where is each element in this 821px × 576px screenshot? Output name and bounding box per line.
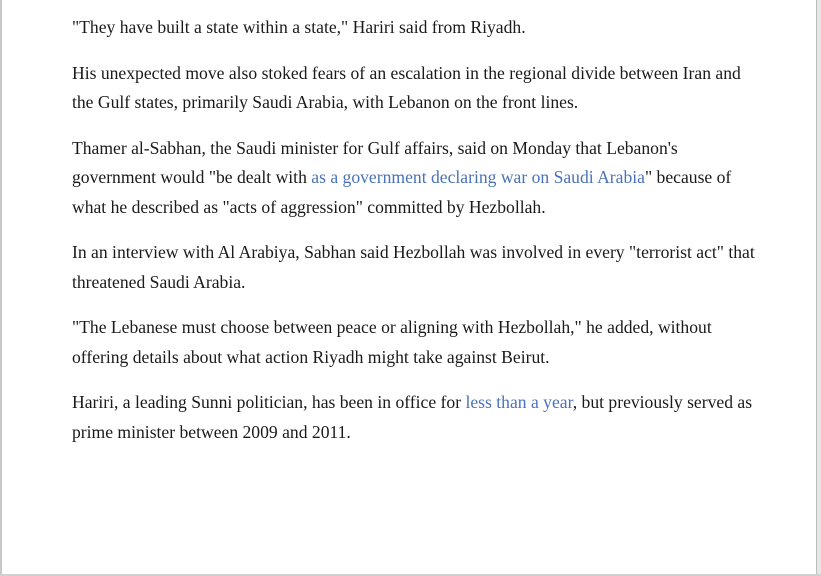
paragraph-text: His unexpected move also stoked fears of an escalation in the regional divide between Iran and the Gulf states, primarily Saudi Arabia, with Lebanon on the front lines.	[72, 62, 741, 112]
paragraph-text: " because of what he described as "acts of aggression" committed by Hezbollah.	[72, 167, 732, 217]
paragraph-escalation-fears	[72, 59, 762, 118]
paragraph-lebanese-choice	[72, 313, 762, 372]
paragraph-text: "They have built a state within a state," Hariri said from Riyadh.	[72, 17, 526, 37]
article-body	[72, 13, 762, 463]
link-less-than-a-year[interactable]: less than a year	[465, 392, 573, 412]
paragraph-hariri-quote	[72, 13, 762, 43]
paragraph-text: , but previously served as prime minister between 2009 and 2011.	[72, 392, 753, 442]
paragraph-sabhan-statement	[72, 134, 762, 223]
window-right-edge	[816, 0, 821, 576]
paragraph-hariri-background	[72, 388, 762, 447]
paragraph-al-arabiya-interview	[72, 238, 762, 297]
paragraph-text: "The Lebanese must choose between peace or aligning with Hezbollah," he added, without offering details about what action Riyadh might take against Beirut.	[72, 317, 712, 367]
window-left-edge	[0, 0, 2, 576]
link-government-declaring-war[interactable]: as a government declaring war on Saudi Arabia	[311, 167, 645, 187]
paragraph-text: In an interview with Al Arabiya, Sabhan said Hezbollah was involved in every "terrorist act" that threatened Saudi Arabia.	[72, 242, 755, 292]
paragraph-text: Thamer al-Sabhan, the Saudi minister for Gulf affairs, said on Monday that Lebanon's government would "be dealt with	[72, 137, 678, 187]
paragraph-text: Hariri, a leading Sunni politician, has been in office for	[72, 392, 466, 412]
